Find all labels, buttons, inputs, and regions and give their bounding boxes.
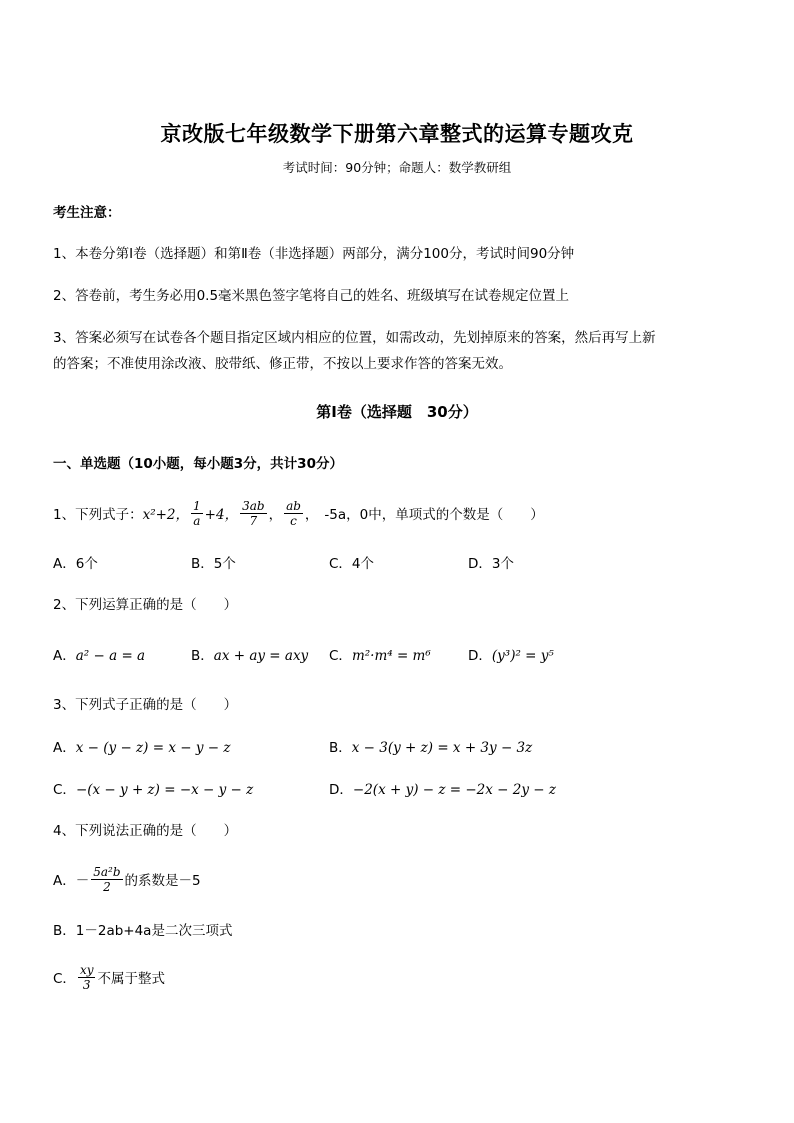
q1-option-d[interactable]: D．3个 <box>468 556 514 572</box>
notice-item-3-cont: 的答案；不准使用涂改液、胶带纸、修正带，不按以上要求作答的答案无效。 <box>53 356 512 372</box>
part-title: 一、单选题（10小题，每小题3分，共计30分） <box>53 456 343 472</box>
question-4: 4、下列说法正确的是（ ） <box>53 823 238 839</box>
question-1 <box>53 493 544 533</box>
q3-option-d[interactable]: D．−2(x + y) − z = −2x − 2y − z <box>329 782 557 798</box>
q1-suffix: -5a，0中，单项式的个数是（ ） <box>324 507 544 523</box>
q4-option-c[interactable]: C． $\frac{xy}{3}$ 不属于整式 <box>53 962 165 992</box>
q1-sep-2: ， <box>268 507 283 523</box>
q1-option-a[interactable]: A．6个 <box>53 556 98 572</box>
q1-fraction-1: $\frac{1}{a}$ <box>193 498 201 528</box>
q3-option-a[interactable]: A．x − (y − z) = x − y − z <box>53 740 231 756</box>
exam-info: 考试时间：90分钟；命题人：数学教研组 <box>282 160 512 175</box>
q3-option-b[interactable]: B．x − 3(y + z) = x + 3y − 3z <box>329 740 533 756</box>
q4-a-fraction: $\frac{\text{5a²b}}{2}$ <box>93 864 121 894</box>
q2-option-c[interactable]: C．m²·m⁴ = m⁶ <box>329 648 431 664</box>
q1-fraction-2: $\frac{3ab}{7}$ <box>242 498 265 528</box>
q1-prefix: 1、下列式子： <box>53 507 143 523</box>
q1-sep-3: ， <box>304 507 319 523</box>
q3-option-c[interactable]: C．−(x − y + z) = −x − y − z <box>53 782 254 798</box>
notice-item-1: 1、本卷分第Ⅰ卷（选择题）和第Ⅱ卷（非选择题）两部分，满分100分，考试时间90分钟 <box>53 246 575 262</box>
q1-fraction-3: $\frac{ab}{c}$ <box>286 498 301 528</box>
q1-expr-1: x²+2， <box>142 507 190 523</box>
notice-item-2: 2、答卷前，考生务必用0.5毫米黑色签字笔将自己的姓名、班级填写在试卷规定位置上 <box>53 288 570 304</box>
notice-item-3: 3、答案必须写在试卷各个题目指定区域内相应的位置，如需改动，先划掉原来的答案，然后再写上新 <box>53 330 656 346</box>
q1-option-b[interactable]: B．5个 <box>191 556 236 572</box>
q4-option-b[interactable]: B．1－2ab+4a是二次三项式 <box>53 923 233 939</box>
q4-option-a[interactable]: A．－ $\frac{\text{5a²b}}{2}$ 的系数是－5 <box>53 864 201 894</box>
q1-expr-2: +4， <box>204 507 239 523</box>
q2-option-b[interactable]: B．ax + ay = axy <box>191 648 309 664</box>
notice-heading: 考生注意： <box>53 205 121 221</box>
page-title: 京改版七年级数学下册第六章整式的运算专题攻克 <box>160 121 634 146</box>
q4-c-fraction: $\frac{xy}{3}$ <box>79 962 94 992</box>
question-2: 2、下列运算正确的是（ ） <box>53 597 238 613</box>
q2-option-a[interactable]: A．a² − a = a <box>53 648 146 664</box>
section-title: 第Ⅰ卷（选择题 30分） <box>316 403 478 421</box>
q1-option-c[interactable]: C．4个 <box>329 556 375 572</box>
q2-option-d[interactable]: D．(y³)² = y⁵ <box>468 648 554 664</box>
question-3: 3、下列式子正确的是（ ） <box>53 697 238 713</box>
